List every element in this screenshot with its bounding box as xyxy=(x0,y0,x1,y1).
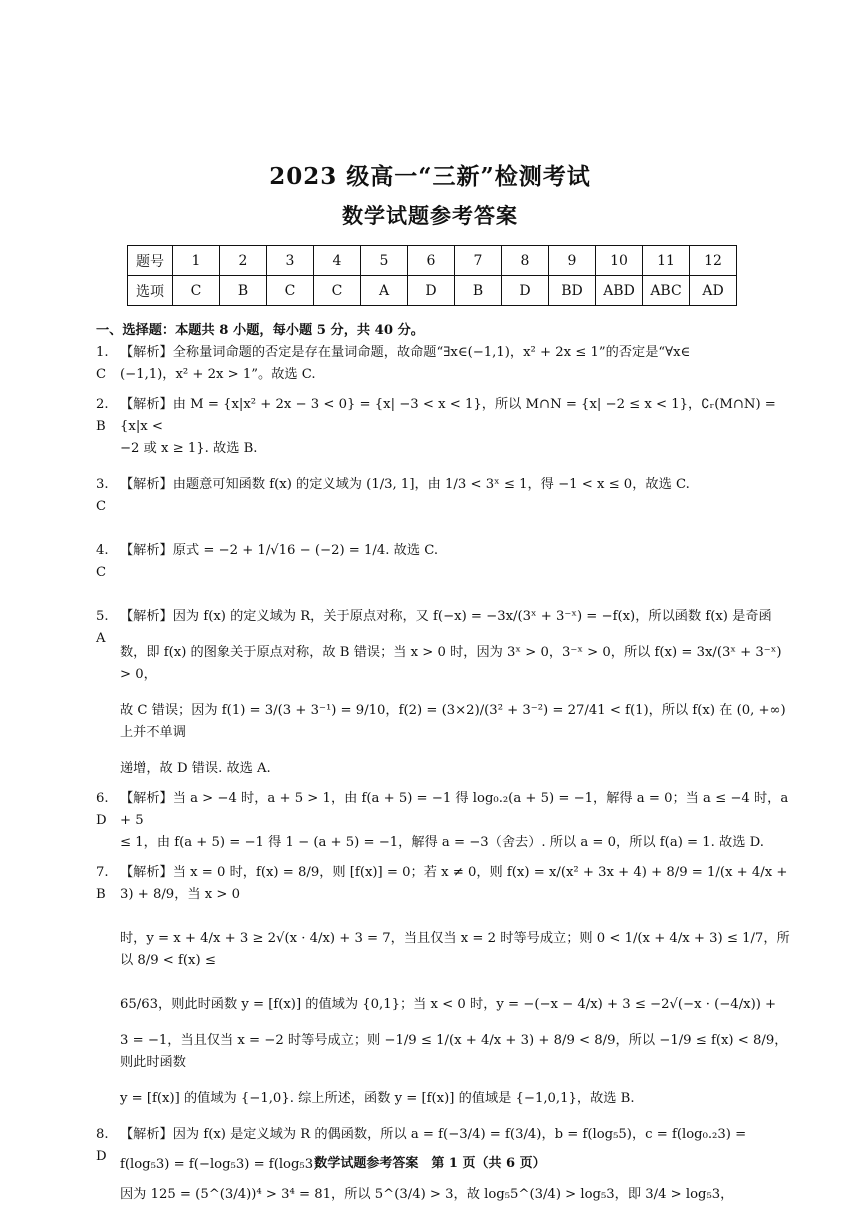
table-header-number: 题号 xyxy=(128,246,173,276)
answer-cell: C xyxy=(267,276,314,306)
solution-line: 3 = −1，当且仅当 x = −2 时等号成立；则 −1/9 ≤ 1/(x + 4/x + 3) + 8/9 < 8/9，所以 −1/9 ≤ f(x) < 8/9，则此时函数 xyxy=(120,1033,788,1070)
question-number: 6. D xyxy=(96,791,109,828)
solution-item xyxy=(96,862,796,1110)
answer-cell: D xyxy=(502,276,549,306)
question-number-cell: 9 xyxy=(549,246,596,276)
answer-cell: B xyxy=(220,276,267,306)
question-number-cell: 6 xyxy=(408,246,455,276)
page-subtitle: 数学试题参考答案 xyxy=(342,203,518,228)
solution-line: f(log₅3) = f(−log₅3) = f(log₅3). xyxy=(120,1157,323,1172)
answer-cell: C xyxy=(173,276,220,306)
solution-line: 【解析】当 a > −4 时，a + 5 > 1，由 f(a + 5) = −1 得 log₀.₂(a + 5) = −1，解得 a = 0；当 a ≤ −4 时，a + 5 xyxy=(120,791,789,828)
page-footer: 数学试题参考答案 第 1 页（共 6 页） xyxy=(314,1156,546,1171)
question-number-cell: 7 xyxy=(455,246,502,276)
answer-table-answer-row xyxy=(128,276,737,306)
answer-cell: ABD xyxy=(596,276,643,306)
solution-text xyxy=(120,540,796,562)
question-number-cell: 4 xyxy=(314,246,361,276)
answer-cell: C xyxy=(314,276,361,306)
solution-line: 递增，故 D 错误. 故选 A. xyxy=(120,761,271,776)
solution-line: ≤ 1，由 f(a + 5) = −1 得 1 − (a + 5) = −1，解得 a = −3（舍去）. 所以 a = 0，所以 f(a) = 1. 故选 D. xyxy=(120,835,764,850)
page-title: 2023 级高一“三新”检测考试 xyxy=(269,163,591,190)
solution-text xyxy=(120,862,796,1110)
answer-table xyxy=(127,245,737,306)
question-number: 3. C xyxy=(96,477,109,514)
question-number-cell: 11 xyxy=(643,246,690,276)
solution-line: 【解析】由题意可知函数 f(x) 的定义域为 (1/3, 1]，由 1/3 < 3ˣ ≤ 1，得 −1 < x ≤ 0，故选 C. xyxy=(120,477,690,492)
question-number: 1. C xyxy=(96,345,109,382)
answer-cell: AD xyxy=(690,276,737,306)
solution-line: 【解析】当 x = 0 时，f(x) = 8/9，则 [f(x)] = 0；若 x ≠ 0，则 f(x) = x/(x² + 3x + 4) + 8/9 = 1/(x + 4/x + 3) + 8/9，当 x > 0 xyxy=(120,865,788,902)
section-heading: 一、选择题：本题共 8 小题，每小题 5 分，共 40 分。 xyxy=(96,323,424,338)
question-number: 4. C xyxy=(96,543,109,580)
solution-item xyxy=(96,606,796,780)
solution-item xyxy=(96,394,796,460)
solution-text xyxy=(120,788,796,854)
solution-text xyxy=(120,394,796,460)
question-number-cell: 5 xyxy=(361,246,408,276)
answer-cell: D xyxy=(408,276,455,306)
solution-item xyxy=(96,540,796,584)
solution-text xyxy=(120,474,796,496)
question-number-cell: 10 xyxy=(596,246,643,276)
answer-cell: BD xyxy=(549,276,596,306)
solution-line: 数，即 f(x) 的图象关于原点对称，故 B 错误；当 x > 0 时，因为 3ˣ > 0，3⁻ˣ > 0，所以 f(x) = 3x/(3ˣ + 3⁻ˣ) > 0， xyxy=(120,645,782,682)
solution-line: (−1,1)，x² + 2x > 1”。故选 C. xyxy=(120,367,316,382)
solution-item xyxy=(96,474,796,518)
solution-line: y = [f(x)] 的值域为 {−1,0}. 综上所述，函数 y = [f(x)] 的值域是 {−1,0,1}，故选 B. xyxy=(120,1091,635,1106)
solution-line: 65/63，则此时函数 y = [f(x)] 的值域为 {0,1}；当 x < 0 时，y = −(−x − 4/x) + 3 ≤ −2√(−x · (−4/x)) + xyxy=(120,997,777,1012)
solution-line: 故 C 错误；因为 f(1) = 3/(3 + 3⁻¹) = 9/10，f(2) = (3×2)/(3² + 3⁻²) = 27/41 < f(1)，所以 f(x) 在 (0, +∞) 上并不单调 xyxy=(120,703,786,740)
question-number-cell: 12 xyxy=(690,246,737,276)
question-number-cell: 8 xyxy=(502,246,549,276)
answer-cell: ABC xyxy=(643,276,690,306)
solution-line: 时，y = x + 4/x + 3 ≥ 2√(x · 4/x) + 3 = 7，当且仅当 x = 2 时等号成立；则 0 < 1/(x + 4/x + 3) ≤ 1/7，所以 8/9 < f(x) ≤ xyxy=(120,931,790,968)
solution-line: 【解析】由 M = {x|x² + 2x − 3 < 0} = {x| −3 < x < 1}，所以 M∩N = {x| −2 ≤ x < 1}，∁ᵣ(M∩N) = {x|x < xyxy=(120,397,776,434)
solution-text xyxy=(120,606,796,780)
solution-item xyxy=(96,342,796,386)
solution-line: 【解析】原式 = −2 + 1/√16 − (−2) = 1/4. 故选 C. xyxy=(120,543,439,558)
question-number-cell: 1 xyxy=(173,246,220,276)
question-number: 7. B xyxy=(96,865,109,902)
solution-line: 【解析】因为 f(x) 是定义域为 R 的偶函数，所以 a = f(−3/4) = f(3/4)，b = f(log₅5)，c = f(log₀.₂3) = xyxy=(120,1127,747,1142)
solution-item xyxy=(96,788,796,854)
answer-cell: A xyxy=(361,276,408,306)
solutions-body xyxy=(96,320,796,1206)
answer-table-number-row xyxy=(128,246,737,276)
question-number: 5. A xyxy=(96,609,109,646)
question-number: 2. B xyxy=(96,397,109,434)
question-number: 8. D xyxy=(96,1127,109,1164)
question-number-cell: 2 xyxy=(220,246,267,276)
solution-line: 【解析】全称量词命题的否定是存在量词命题，故命题“∃x∈(−1,1)，x² + 2x ≤ 1”的否定是“∀x∈ xyxy=(120,345,691,360)
solution-line: 【解析】因为 f(x) 的定义域为 R，关于原点对称，又 f(−x) = −3x/(3ˣ + 3⁻ˣ) = −f(x)，所以函数 f(x) 是奇函 xyxy=(120,609,772,624)
solution-text xyxy=(120,342,796,386)
answer-cell: B xyxy=(455,276,502,306)
question-number-cell: 3 xyxy=(267,246,314,276)
solution-line: 因为 125 = (5^(3/4))⁴ > 3⁴ = 81，所以 5^(3/4) > 3，故 log₅5^(3/4) > log₅3，即 3/4 > log₅3， xyxy=(120,1187,734,1202)
table-header-answer: 选项 xyxy=(128,276,173,306)
solution-line: −2 或 x ≥ 1}. 故选 B. xyxy=(120,441,258,456)
